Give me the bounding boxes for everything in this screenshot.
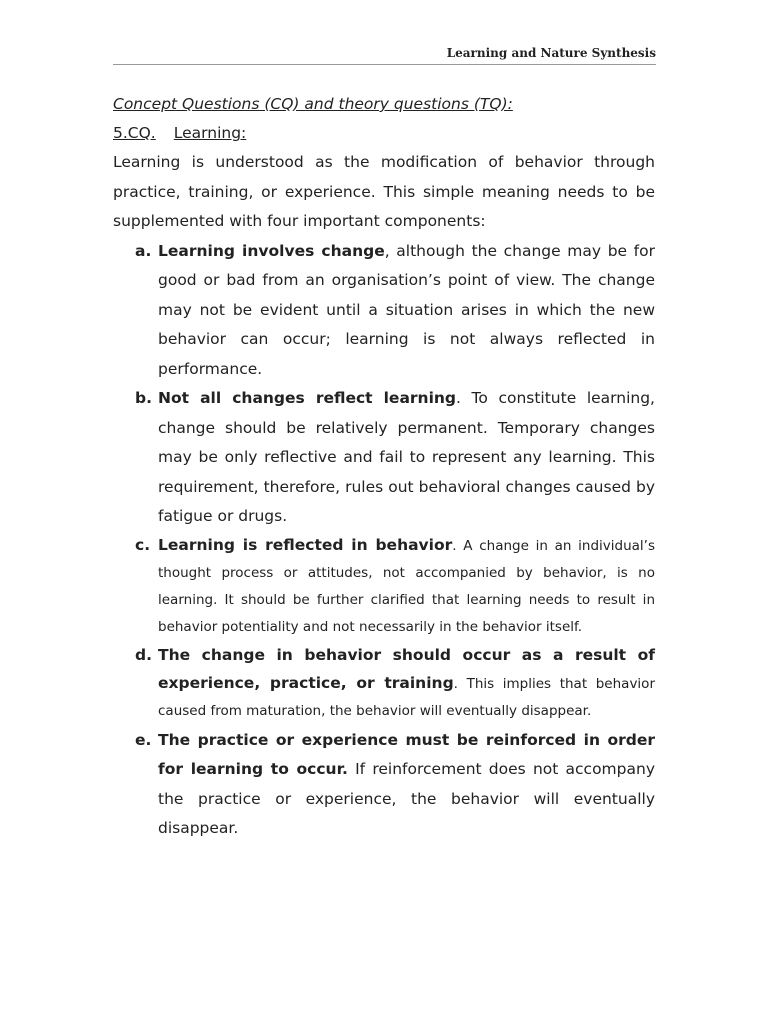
section-heading: [113, 119, 655, 148]
list-item-lead: Not all changes reflect learning: [158, 389, 457, 407]
list-item-text: If reinforcement does not accompany the practice or experience, the behavior will eventually disappear.: [158, 760, 655, 838]
list-item-text: . This implies that behavior caused from maturation, the behavior will eventually disappear.: [158, 675, 655, 720]
document-heading: Concept Questions (CQ) and theory questions (TQ):: [113, 95, 513, 113]
list-item-letter: a.: [135, 241, 152, 260]
list-item: [113, 532, 655, 642]
list-item-lead: The change in behavior should occur as a result of experience, practice, or training: [158, 645, 655, 692]
list-item-lead: The practice or experience must be reinforced in order for learning to occur.: [158, 730, 655, 779]
list-item-lead: Learning involves change: [158, 241, 385, 260]
section-number: 5.CQ.: [113, 124, 156, 142]
list-item-text: . A change in an individual’s thought process or attitudes, not accompanied by behavior, is no learning. It should be further clarified that learning needs to result in behavior potentiality and not necessarily in the behavior itself.: [158, 537, 655, 636]
list-item-text: , although the change may be for good or bad from an organisation’s point of view. The change may not be evident until a situation arises in which the new behavior can occur; learning is not always reflected in performance.: [158, 241, 655, 378]
list-item-lead: Learning is reflected in behavior: [158, 535, 453, 554]
list-item: [113, 384, 655, 532]
header-title: Learning and Nature Synthesis: [446, 46, 656, 60]
section-title: Learning:: [173, 124, 247, 142]
page-header: [113, 46, 656, 65]
list-item: [113, 642, 655, 726]
document-body: [113, 90, 655, 844]
list-item-letter: b.: [135, 389, 152, 407]
component-list: [113, 237, 655, 844]
intro-paragraph: Learning is understood as the modification of behavior through practice, training, or experience. This simple meaning needs to be supplemented with four important components:: [113, 153, 655, 230]
list-item-letter: e.: [135, 730, 152, 749]
list-item-letter: c.: [135, 535, 151, 554]
list-item: [113, 237, 655, 385]
list-item: [113, 726, 655, 844]
list-item-letter: d.: [135, 645, 152, 664]
list-item-text: . To constitute learning, change should be relatively permanent. Temporary changes may be only reflective and fail to represent any learning. This requirement, therefore, rules out behavioral changes caused by fatigue or drugs.: [158, 389, 655, 525]
